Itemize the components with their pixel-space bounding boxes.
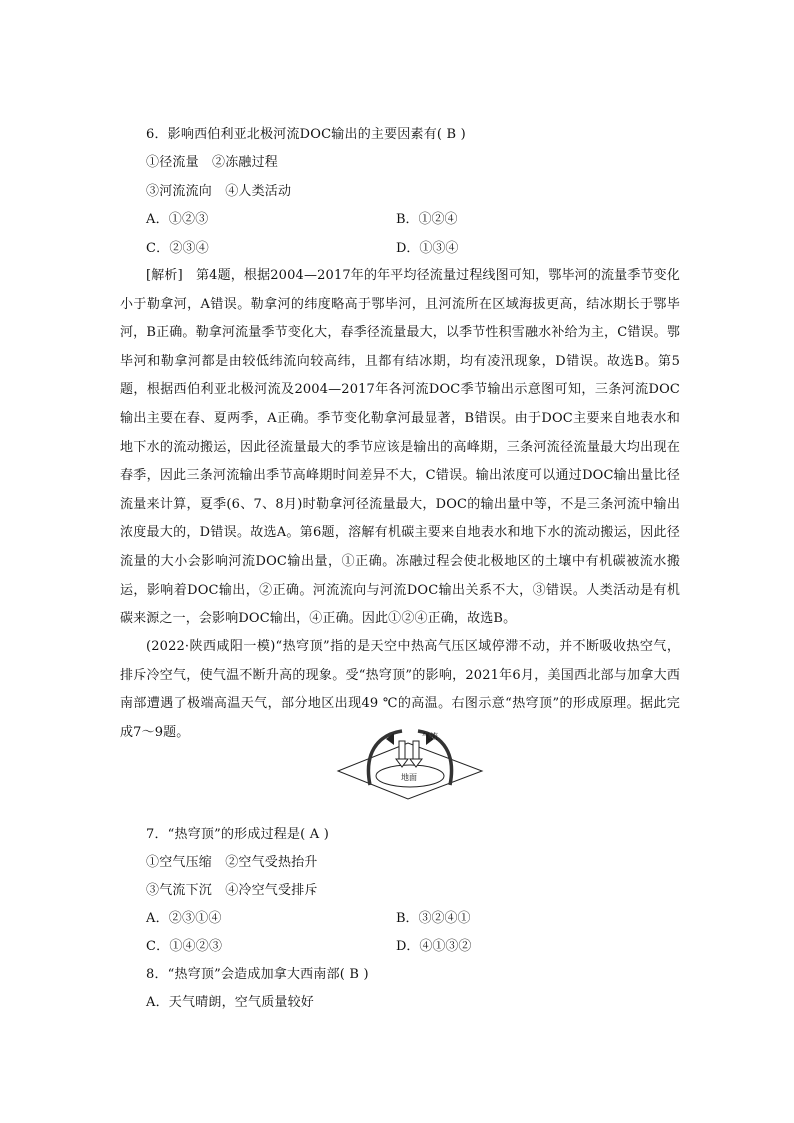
q7-option-a: A．②③①④ <box>146 911 222 926</box>
q7-option-d: D．④①③② <box>396 939 472 954</box>
q7-stem: 7．“热穹顶”的形成过程是( A ) <box>146 827 329 842</box>
sinking-arrow-stem-left <box>399 741 405 759</box>
heat-dome-diagram <box>336 725 484 801</box>
q7-statements-row2: ③气流下沉 ④冷空气受排斥 <box>146 883 318 898</box>
q6-statements-row1: ①径流量 ②冻融过程 <box>146 155 279 170</box>
q7-statements-row1: ①空气压缩 ②空气受热抬升 <box>146 855 318 870</box>
label-ground: 地面 <box>401 773 417 782</box>
q6-option-c: C．②③④ <box>146 241 209 256</box>
q7-option-b: B．③②④① <box>396 911 471 926</box>
q8-option-a: A．天气晴朗，空气质量较好 <box>146 995 314 1010</box>
q6-statements-row2: ③河流流向 ④人类活动 <box>146 184 292 199</box>
q6-stem: 6．影响西伯利亚北极河流DOC输出的主要因素有( B ) <box>146 127 466 142</box>
label-airflow: 气流 <box>422 732 438 741</box>
q8-stem: 8．“热穹顶”会造成加拿大西南部( B ) <box>146 967 369 982</box>
q6-option-a: A．①②③ <box>146 212 209 227</box>
intro-text: (2022·陕西咸阳一模)“热穹顶”指的是天空中热高气压区域停滞不动，并不断吸收热空气，排斥冷空气，使气温不断升高的现象。受“热穹顶”的影响，2021年6月，美国西北部与加拿大西南部遭遇了极端高温天气，部分地区出现49 ℃的高温。右图示意“热穹顶”的形成原理。据此完成7～9题。 <box>120 639 680 740</box>
q7-option-c: C．①④②③ <box>146 939 223 954</box>
analysis-paragraph <box>120 262 680 634</box>
q6-option-b: B．①②④ <box>396 212 458 227</box>
sinking-arrow-stem-right <box>413 741 419 759</box>
analysis-text: [解析] 第4题，根据2004—2017年的年平均径流量过程线图可知，鄂毕河的流量季节变化小于勒拿河，A错误。勒拿河的纬度略高于鄂毕河，且河流所在区域海拔更高，结冰期长于鄂毕河，B正确。勒拿河流量季节变化大，春季径流量最大，以季节性积雪融水补给为主，C错误。鄂毕河和勒拿河都是由较低纬流向较高纬，且都有结冰期，均有凌汛现象，D错误。故选B。第5题，根据西伯利亚北极河流及2004—2017年各河流DOC季节输出示意图可知，三条河流DOC输出主要在春、夏两季，A正确。季节变化勒拿河最显著，B错误。由于DOC主要来自地表水和地下水的流动搬运，因此径流量最大的季节应该是输出的高峰期，三条河流径流量最大均出现在春季，因此三条河流输出季节高峰期时间差异不大，C错误。输出浓度可以通过DOC输出量比径流量来计算，夏季(6、7、8月)时勒拿河径流量最大，DOC的输出量中等，不是三条河流中输出浓度最大的，D错误。故选A。第6题，溶解有机碳主要来自地表水和地下水的流动搬运，因此径流量的大小会影响河流DOC输出量，①正确。冻融过程会使北极地区的土壤中有机碳被流水搬运，影响着DOC输出，②正确。河流流向与河流DOC输出关系不大，③错误。人类活动是有机碳来源之一，会影响DOC输出，④正确。因此①②④正确，故选B。 <box>120 268 680 627</box>
q6-option-d: D．①③④ <box>396 241 459 256</box>
